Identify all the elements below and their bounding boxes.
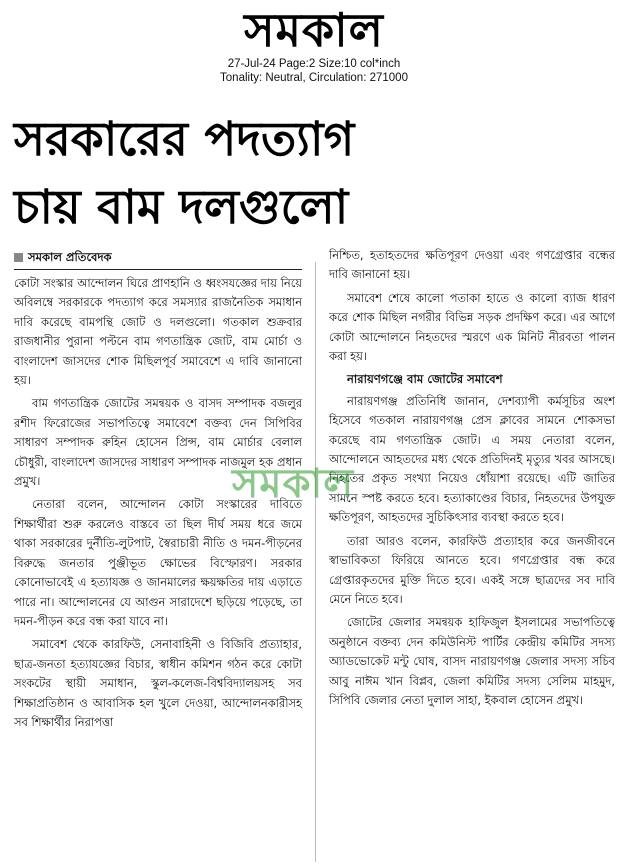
section-subheading: নারায়ণগঞ্জে বাম জোটের সমাবেশ [347,372,503,387]
clip-tonality-circulation: Tonality: Neutral, Circulation: 271000 [220,72,408,84]
paragraph: নিশ্চিত, হতাহতদের ক্ষতিপূরণ দেওয়া এবং গণগ্রেপ্তার বন্ধের দাবি জানানো হয়। [329,248,615,282]
paragraph: সমাবেশ থেকে কারফিউ, সেনাবাহিনী ও বিজিবি প্রত্যাহার, ছাত্র-জনতা হত্যাযজ্ঞের বিচার, স্বাধীন কমিশন গঠন করে কোটা সংকটের স্থায়ী সমাধান, স্কুল-কলেজ-বিশ্ববিদ্যালয়সহ সব শিক্ষাপ্রতিষ্ঠান ও আবাসিক হল খুলে দেওয়া, আন্দোলনকারীসহ সব শিক্ষার্থীর নিরাপত্তা [14,637,302,729]
column-divider [315,262,316,862]
paragraph: নারায়ণগঞ্জ প্রতিনিধি জানান, দেশব্যাপী কর্মসূচির অংশ হিসেবে গতকাল নারায়ণগঞ্জ প্রেস ক্লাবের সামনে শোকসভা করেছে বাম গণতান্ত্রিক জোট। এ সময় নেতারা বলেন, আন্দোলনে আহতদের মধ্য থেকে প্রতিদিনই মৃত্যুর খবর আসছে। নিহতের প্রকৃত সংখ্যা নিয়েও ধোঁয়াশা রয়েছে। এটি জাতির সামনে স্পষ্ট করতে হবে। হত্যাকাণ্ডের বিচার, নিহতদের উপযুক্ত ক্ষতিপূরণ, আহতদের সুচিকিৎসার ব্যবস্থা করতে হবে। [329,393,615,525]
article-headline [14,106,614,242]
watermark-logo: সমকাল [232,461,355,507]
headline-line-1: সরকারের পদত্যাগ [14,112,355,167]
paragraph: তারা আরও বলেন, কারফিউ প্রত্যাহার করে জনজীবনে স্বাভাবিকতা ফিরিয়ে আনতে হবে। গণগ্রেপ্তার বন্ধ করে গ্রেপ্তারকৃতদের মুক্তি দিতে হবে। একই সঙ্গে ছাত্রদের সব দাবি মেনে নিতে হবে। [329,533,615,606]
article-column-left [14,248,302,736]
article-column-right [329,246,615,714]
byline-text: সমকাল প্রতিবেদক [28,250,112,264]
paragraph: সমাবেশ শেষে কালো পতাকা হাতে ও কালো ব্যাজ ধারণ করে শোক মিছিল নগরীর বিভিন্ন সড়ক প্রদক্ষিণ করে। এর আগে কোটা আন্দোলনে নিহতদের স্মরণে এক মিনিট নীরবতা পালন করা হয়। [329,290,615,364]
byline-square-icon [14,253,23,262]
paragraph: কোটা সংস্কার আন্দোলন ঘিরে প্রাণহানি ও ধ্বংসযজ্ঞের দায় নিয়ে অবিলম্বে সরকারকে পদত্যাগ করে সমস্যার রাজনৈতিক সমাধান দাবি করেছে বামপন্থি জোট ও দলগুলো। গতকাল শুক্রবার রাজধানীর পুরানা পল্টনে বাম গণতান্ত্রিক জোট, বাম মোর্চা ও বাংলাদেশ জাসদের শোক মিছিলপূর্ব সমাবেশে এ দাবি জানানো হয়। [14,276,302,388]
clip-metadata [0,57,628,85]
paragraph: বাম গণতান্ত্রিক জোটের সমন্বয়ক ও বাসদ সম্পাদক বজলুর রশীদ ফিরোজের সভাপতিত্বে সমাবেশে বক্তব্য দেন সিপিবির সাধারণ সম্পাদক রুহিন হোসেন প্রিন্স, বাম মোর্চার বেলাল চৌধুরী, বাংলাদেশ জাসদের সাধারণ সম্পাদক নাজমুল হক প্রধান প্রমুখ। [14,396,302,489]
paragraph: জোটের জেলার সমন্বয়ক হাফিজুল ইসলামের সভাপতিত্বে অনুষ্ঠানে বক্তব্য দেন কমিউনিস্ট পার্টির কেন্দ্রীয় কমিটির সদস্য অ্যাডভোকেট মন্টু ঘোষ, বাসদ নারায়ণগঞ্জ জেলার সদস্য সচিব আবু নাঈম খান বিপ্লব, জেলা কমিটির সদস্য সেলিম মাহমুদ, সিপিবি জেলার নেতা দুলাল সাহা, ইকবাল হোসেন প্রমুখ। [329,615,615,707]
byline [14,248,302,270]
headline-line-2: চায় বাম দলগুলো [14,180,349,235]
newspaper-masthead-logo: সমকাল [244,3,384,57]
clip-date-size: 27-Jul-24 Page:2 Size:10 col*inch [227,58,401,70]
paragraph: নেতারা বলেন, আন্দোলন কোটা সংস্কারের দাবিতে শিক্ষার্থীরা শুরু করলেও বাস্তবে তা ছিল দীর্ঘ সময় ধরে জমে থাকা সরকারের দুর্নীতি-লুটপাট, স্বৈরাচারী নীতি ও দমন-পীড়নের বিরুদ্ধে জনতার পুঞ্জীভূত ক্ষোভের বিস্ফোরণ। সরকার কোনোভাবেই এ হত্যাযজ্ঞ ও জানমালের ক্ষয়ক্ষতির দায় এড়াতে পারে না। আন্দোলনের যে আগুন সারাদেশে ছড়িয়ে পড়েছে, তা দমন-পীড়ন করে বন্ধ করা যাবে না। [14,497,302,628]
